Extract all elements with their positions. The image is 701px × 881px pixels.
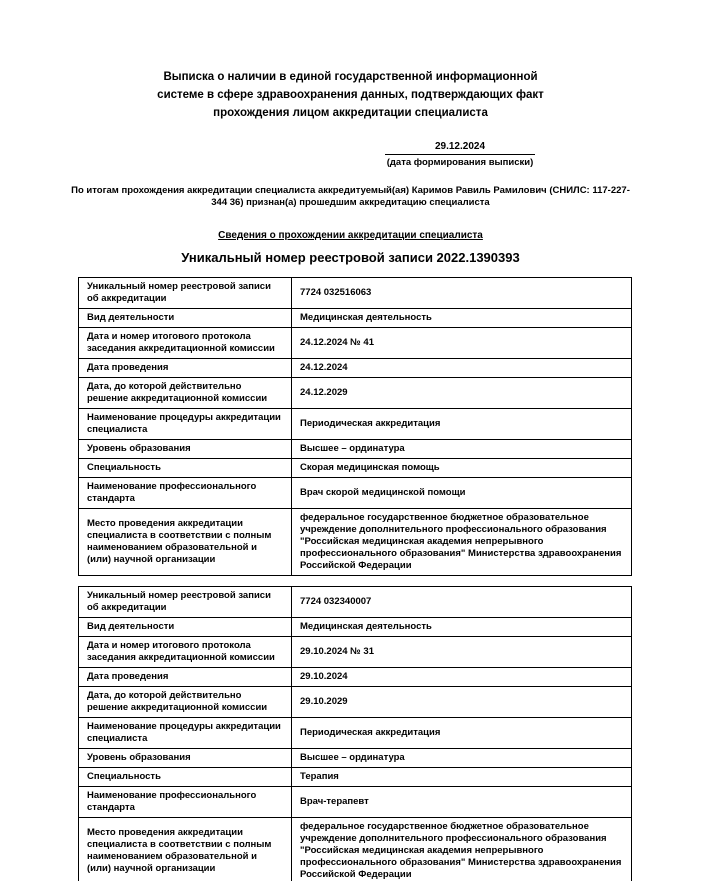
row-label: Уровень образования <box>79 749 292 768</box>
row-value: Периодическая аккредитация <box>292 718 632 749</box>
table-row <box>79 459 632 478</box>
title-line-2: системе в сфере здравоохранения данных, подтверждающих факт <box>157 89 544 101</box>
table-row <box>79 618 632 637</box>
title-line-3: прохождения лицом аккредитации специалиста <box>213 107 488 119</box>
row-label: Уникальный номер реестровой записи об аккредитации <box>79 278 292 309</box>
row-label: Дата проведения <box>79 359 292 378</box>
row-value: 24.12.2029 <box>292 378 632 409</box>
row-label: Дата и номер итогового протокола заседания аккредитационной комиссии <box>79 328 292 359</box>
row-label: Вид деятельности <box>79 618 292 637</box>
row-label: Специальность <box>79 768 292 787</box>
row-value: Терапия <box>292 768 632 787</box>
row-label: Место проведения аккредитации специалиста в соответствии с полным наименованием образовательной и (или) научной организации <box>79 818 292 881</box>
row-value: 29.10.2024 № 31 <box>292 637 632 668</box>
row-value: Медицинская деятельность <box>292 309 632 328</box>
row-value: Периодическая аккредитация <box>292 409 632 440</box>
row-label: Наименование профессионального стандарта <box>79 787 292 818</box>
row-label: Уровень образования <box>79 440 292 459</box>
table-row <box>79 309 632 328</box>
table-row <box>79 687 632 718</box>
document-title <box>0 0 701 122</box>
table-row <box>79 718 632 749</box>
accreditation-table-2 <box>78 586 632 881</box>
row-label: Дата, до которой действительно решение аккредитационной комиссии <box>79 687 292 718</box>
table-row <box>79 509 632 576</box>
row-value: Медицинская деятельность <box>292 618 632 637</box>
accreditation-table-1 <box>78 277 632 576</box>
table-row <box>79 328 632 359</box>
row-value: 24.12.2024 № 41 <box>292 328 632 359</box>
extract-date-caption: (дата формирования выписки) <box>386 157 534 168</box>
section-heading: Сведения о прохождении аккредитации специалиста <box>218 230 483 241</box>
table-row <box>79 359 632 378</box>
table-row <box>79 668 632 687</box>
table-row <box>79 378 632 409</box>
row-value: Скорая медицинская помощь <box>292 459 632 478</box>
table-row <box>79 587 632 618</box>
row-value: Врач-терапевт <box>292 787 632 818</box>
row-label: Вид деятельности <box>79 309 292 328</box>
extract-date-block <box>385 141 535 168</box>
row-label: Место проведения аккредитации специалиста в соответствии с полным наименованием образовательной и (или) научной организации <box>79 509 292 576</box>
row-label: Дата проведения <box>79 668 292 687</box>
row-label: Уникальный номер реестровой записи об аккредитации <box>79 587 292 618</box>
row-value: федеральное государственное бюджетное образовательное учреждение дополнительного профессионального образования "Российская медицинская академия непрерывного профессионального образования" Министерства здравоохранения Российской Федерации <box>292 509 632 576</box>
row-value: 7724 032516063 <box>292 278 632 309</box>
table-row <box>79 818 632 881</box>
table-row <box>79 768 632 787</box>
row-label: Наименование профессионального стандарта <box>79 478 292 509</box>
registry-number-heading: Уникальный номер реестровой записи 2022.1390393 <box>181 250 520 265</box>
row-value: 7724 032340007 <box>292 587 632 618</box>
table-row <box>79 637 632 668</box>
row-label: Специальность <box>79 459 292 478</box>
row-value: 29.10.2024 <box>292 668 632 687</box>
table-row <box>79 787 632 818</box>
extract-date: 29.12.2024 <box>385 141 535 155</box>
title-line-1: Выписка о наличии в единой государственной информационной <box>163 71 538 83</box>
table-row <box>79 749 632 768</box>
table-row <box>79 478 632 509</box>
row-value: Врач скорой медицинской помощи <box>292 478 632 509</box>
table-row <box>79 440 632 459</box>
intro-paragraph: По итогам прохождения аккредитации специалиста аккредитуемый(ая) Каримов Равиль Рамилович (СНИЛС: 117-227-344 36) признан(а) прошедшим аккредитацию специалиста <box>71 185 630 208</box>
row-value: Высшее – ординатура <box>292 440 632 459</box>
table-row <box>79 278 632 309</box>
table-row <box>79 409 632 440</box>
row-value: 24.12.2024 <box>292 359 632 378</box>
row-label: Дата и номер итогового протокола заседания аккредитационной комиссии <box>79 637 292 668</box>
row-value: Высшее – ординатура <box>292 749 632 768</box>
row-label: Дата, до которой действительно решение аккредитационной комиссии <box>79 378 292 409</box>
row-value: федеральное государственное бюджетное образовательное учреждение дополнительного профессионального образования "Российская медицинская академия непрерывного профессионального образования" Министерства здравоохранения Российской Федерации <box>292 818 632 881</box>
row-label: Наименование процедуры аккредитации специалиста <box>79 409 292 440</box>
row-label: Наименование процедуры аккредитации специалиста <box>79 718 292 749</box>
row-value: 29.10.2029 <box>292 687 632 718</box>
